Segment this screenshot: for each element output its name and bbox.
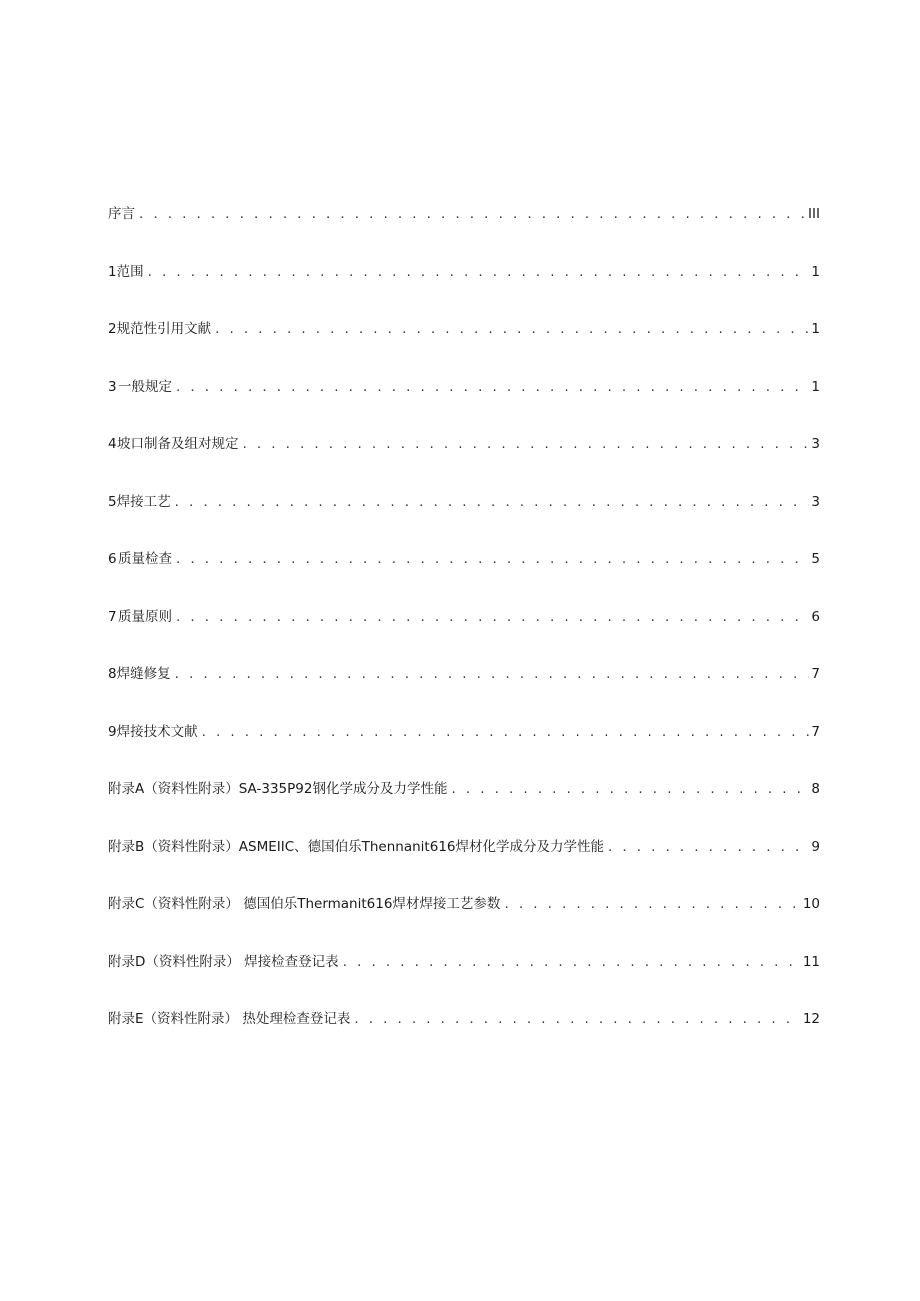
toc-entry-page: 5 — [811, 551, 820, 567]
toc-entry-title: 规范性引用文献 — [116, 321, 212, 337]
toc-entry-title: 焊接技术文献 — [116, 723, 198, 740]
toc-entry-number: 2 — [108, 321, 117, 337]
toc-entry-title: 附录C（资料性附录） 德国伯乐Thermanit616焊材焊接工艺参数 — [108, 896, 501, 912]
toc-entry-number: 5 — [108, 493, 117, 510]
toc-entry-number: 8 — [108, 666, 117, 682]
toc-entry-title: 一般规定 — [118, 378, 173, 395]
toc-leader-dots — [176, 603, 809, 631]
toc-entry-number: 3 — [108, 378, 117, 395]
toc-entry-page: 6 — [811, 608, 820, 625]
toc-leader-dots — [202, 718, 810, 746]
toc-entry-page: 9 — [811, 838, 820, 855]
toc-entry-title: 焊接工艺 — [116, 493, 171, 510]
toc-entry-appendix-b[interactable] — [108, 833, 820, 891]
toc-entry-preface[interactable] — [108, 200, 820, 258]
toc-entry-title: 焊缝修复 — [116, 666, 171, 682]
toc-entry-page: 10 — [802, 896, 820, 912]
toc-entry-page: 7 — [811, 666, 820, 682]
toc-entry-appendix-d[interactable] — [108, 948, 820, 1006]
table-of-contents — [108, 200, 820, 1063]
toc-entry-page: III — [808, 206, 820, 222]
toc-entry-title: 附录B（资料性附录）ASMEIIC、德国伯乐Thennanit616焊材化学成分及力学性能 — [108, 838, 604, 855]
toc-entry-7[interactable] — [108, 603, 820, 661]
toc-leader-dots — [175, 660, 810, 688]
toc-entry-appendix-e[interactable] — [108, 1005, 820, 1063]
toc-entry-6[interactable] — [108, 545, 820, 603]
toc-leader-dots — [176, 373, 809, 401]
toc-entry-title: 序言 — [108, 206, 135, 222]
toc-entry-title: 附录A（资料性附录）SA-335P92钢化学成分及力学性能 — [108, 781, 448, 797]
toc-entry-4[interactable] — [108, 430, 820, 488]
toc-entry-title: 附录E（资料性附录） 热处理检查登记表 — [108, 1011, 351, 1027]
toc-leader-dots — [175, 488, 810, 516]
toc-leader-dots — [343, 948, 801, 976]
toc-entry-2[interactable] — [108, 315, 820, 373]
toc-entry-title: 质量检查 — [118, 551, 173, 567]
toc-entry-number: 9 — [108, 723, 117, 740]
toc-entry-page: 3 — [811, 436, 820, 452]
toc-entry-title: 附录D（资料性附录） 焊接检查登记表 — [108, 953, 339, 970]
toc-leader-dots — [242, 430, 809, 458]
toc-entry-3[interactable] — [108, 373, 820, 431]
toc-entry-9[interactable] — [108, 718, 820, 776]
toc-leader-dots — [148, 258, 810, 286]
toc-leader-dots — [354, 1005, 800, 1033]
toc-entry-page: 12 — [802, 1011, 820, 1027]
toc-entry-title: 质量原则 — [118, 608, 173, 625]
toc-entry-number: 7 — [108, 608, 117, 625]
toc-leader-dots — [139, 200, 806, 228]
toc-entry-number: 4 — [108, 436, 117, 452]
toc-entry-appendix-c[interactable] — [108, 890, 820, 948]
toc-entry-8[interactable] — [108, 660, 820, 718]
toc-entry-appendix-a[interactable] — [108, 775, 820, 833]
toc-leader-dots — [504, 890, 800, 918]
toc-entry-page: 1 — [811, 263, 820, 280]
toc-entry-title: 范围 — [116, 263, 144, 280]
toc-entry-1[interactable] — [108, 258, 820, 316]
toc-leader-dots — [608, 833, 809, 861]
toc-entry-page: 1 — [811, 321, 820, 337]
toc-leader-dots — [451, 775, 809, 803]
toc-leader-dots — [215, 315, 809, 343]
toc-entry-number: 6 — [108, 551, 117, 567]
toc-entry-page: 7 — [811, 723, 820, 740]
toc-entry-number: 1 — [108, 263, 117, 280]
toc-entry-page: 8 — [811, 781, 820, 797]
toc-leader-dots — [176, 545, 809, 573]
toc-entry-page: 3 — [811, 493, 820, 510]
toc-entry-title: 坡口制备及组对规定 — [116, 436, 239, 452]
toc-entry-page: 1 — [811, 378, 820, 395]
toc-entry-page: 11 — [802, 953, 820, 970]
toc-entry-5[interactable] — [108, 488, 820, 546]
